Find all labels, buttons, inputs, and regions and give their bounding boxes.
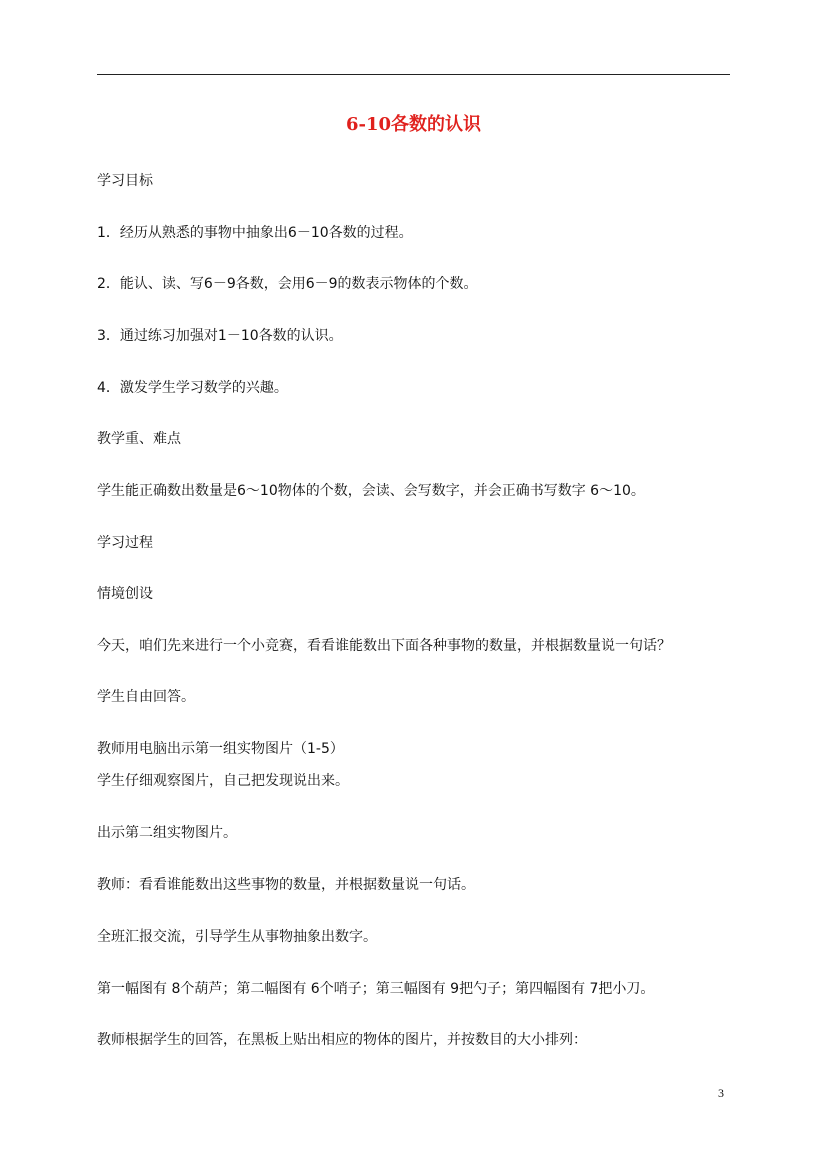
students-observe-text: 学生仔细观察图片，自己把发现说出来。 [97,773,349,789]
show-second-group-text: 出示第二组实物图片。 [97,825,237,841]
picture-counts-text: 第一幅图有 8个葫芦；第二幅图有 6个哨子；第三幅图有 9把勺子；第四幅图有 7把小刀。 [97,981,655,997]
teacher-prompt-text: 教师：看看谁能数出这些事物的数量，并根据数量说一句话。 [97,877,475,893]
header-rule [97,74,730,75]
scenario-text: 今天，咱们先来进行一个小竞赛，看看谁能数出下面各种事物的数量，并根据数量说一句话？ [97,638,671,654]
document-title: 6-10各数的认识 [345,114,482,135]
teacher-board-text: 教师根据学生的回答，在黑板上贴出相应的物体的图片，并按数目的大小排列： [97,1032,587,1048]
goal-item-3: 3．通过练习加强对1－10各数的认识。 [97,328,343,344]
page-number: 3 [718,1086,724,1100]
teacher-shows-pictures-1: 教师用电脑出示第一组实物图片（1-5） [97,741,344,757]
heading-learning-goals: 学习目标 [97,173,153,189]
goal-item-1: 1．经历从熟悉的事物中抽象出6－10各数的过程。 [97,225,413,241]
heading-scenario: 情境创设 [97,586,153,602]
goal-item-4: 4．激发学生学习数学的兴趣。 [97,380,288,396]
goal-item-2: 2．能认、读、写6－9各数，会用6－9的数表示物体的个数。 [97,276,478,292]
heading-key-points: 教学重、难点 [97,431,181,447]
students-answer-text: 学生自由回答。 [97,689,195,705]
key-points-text: 学生能正确数出数量是6～10物体的个数，会读、会写数字，并会正确书写数字 6～10。 [97,483,645,499]
class-report-text: 全班汇报交流，引导学生从事物抽象出数字。 [97,929,377,945]
heading-learning-process: 学习过程 [97,535,153,551]
